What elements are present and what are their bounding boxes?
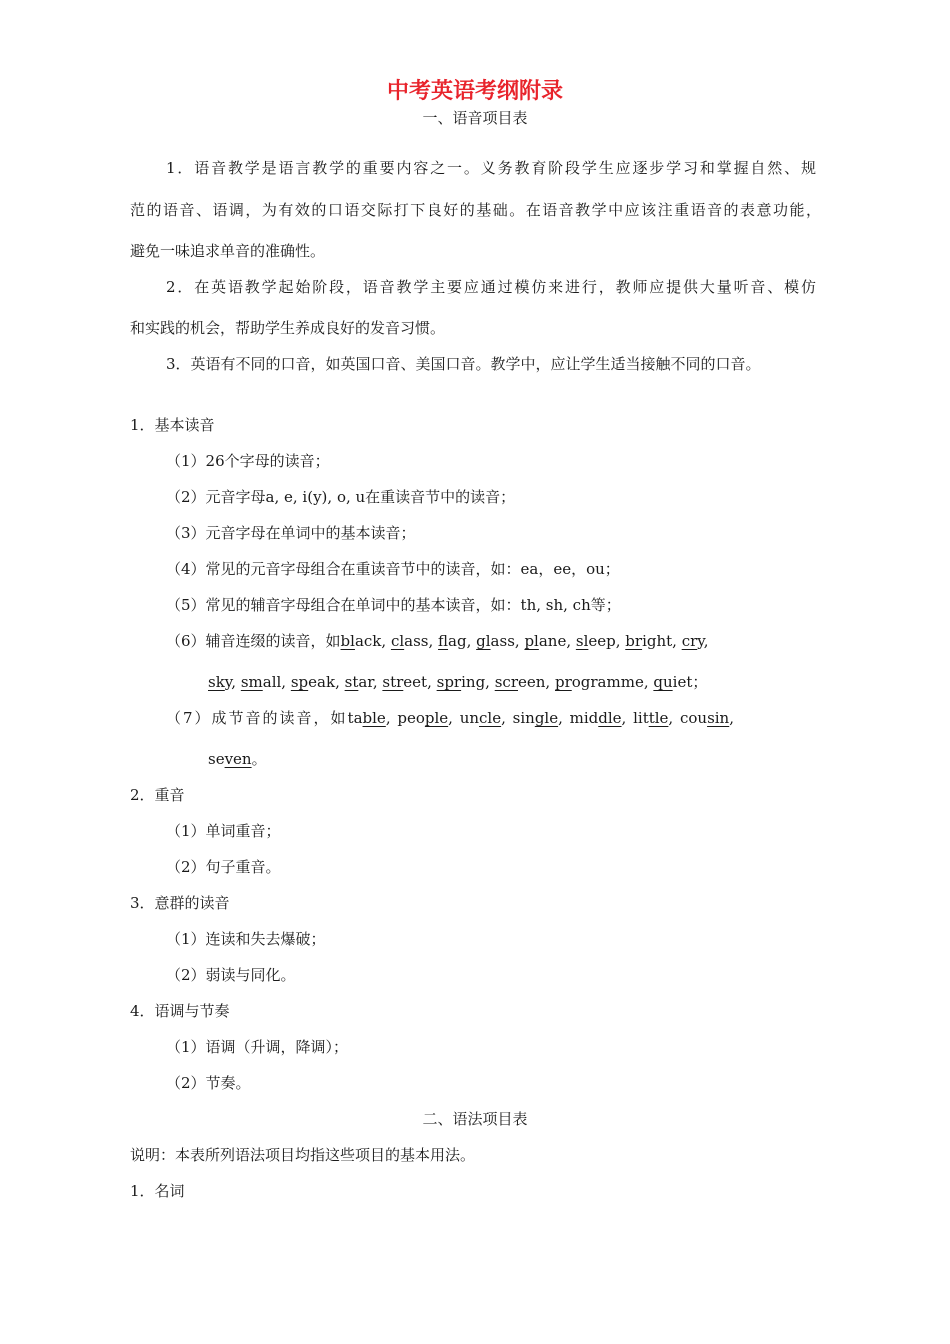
underlined-letters: br: [625, 632, 643, 650]
consonant-blends-line-1: [166, 631, 709, 651]
word-start: peo: [397, 709, 425, 727]
word-remainder: ane: [538, 632, 567, 650]
document-title: 中考英语考纲附录: [386, 79, 563, 104]
syllabic-sounds-line-2: seven。: [208, 750, 267, 768]
example-word: [625, 632, 672, 650]
word-start: sin: [512, 709, 535, 727]
underlined-letters: ven: [224, 750, 252, 768]
intro-paragraph-1-line-2: 范的语音、语调，为有效的口语交际打下良好的基础。在语音教学中应该注重语音的表意功能，: [130, 201, 821, 219]
word-remainder: een: [518, 673, 546, 691]
item-nouns: 1．名词: [130, 1182, 185, 1200]
example-word: [576, 632, 616, 650]
consonant-blends-prefix: （6）辅音连缀的读音，如: [166, 632, 341, 650]
word-remainder: ass: [404, 632, 429, 650]
example-word: [633, 709, 668, 727]
item-intonation-rhythm: 4．语调与节奏: [130, 1002, 230, 1020]
sub-item: （1）单词重音；: [166, 822, 281, 840]
consonant-blends-words: black, class, flag, glass, plane, sleep, bright, cry,: [340, 632, 709, 650]
word-start: cou: [679, 709, 708, 727]
underlined-letters: tle: [648, 709, 669, 727]
word-remainder: ag: [448, 632, 467, 650]
example-word: [348, 709, 386, 727]
underlined-letters: fl: [438, 632, 449, 650]
example-word: [513, 709, 558, 727]
example-word: [345, 673, 373, 691]
underlined-letters: sl: [575, 632, 589, 650]
word-remainder: ass: [490, 632, 515, 650]
underlined-letters: cl: [390, 632, 405, 650]
underlined-letters: pr: [554, 673, 572, 691]
example-word: [460, 709, 501, 727]
example-word: [570, 709, 622, 727]
sub-item: （1）语调（升调，降调）；: [166, 1038, 349, 1056]
item-stress: 2．重音: [130, 786, 185, 804]
sub-item: （1）26个字母的读音；: [166, 452, 330, 470]
sub-item: （1）连读和失去爆破；: [166, 930, 326, 948]
example-word: [391, 632, 429, 650]
word-remainder: ar: [358, 673, 373, 691]
sub-item: （2）弱读与同化。: [166, 966, 296, 984]
example-word: [680, 709, 729, 727]
word-start: ta: [347, 709, 363, 727]
example-word: [555, 673, 644, 691]
example-word: [382, 673, 427, 691]
word-remainder: eak: [308, 673, 336, 691]
syllabic-sounds-prefix: （7）成节音的读音，如: [166, 709, 348, 727]
underlined-letters: ple: [424, 709, 449, 727]
underlined-letters: sm: [240, 673, 263, 691]
intro-paragraph-3-line-1: 3．英语有不同的口音，如英国口音、美国口音。教学中，应让学生适当接触不同的口音。: [166, 355, 761, 373]
intro-paragraph-1-line-3: 避免一味追求单音的准确性。: [130, 242, 326, 260]
underlined-letters: sp: [290, 673, 309, 691]
example-word: [397, 709, 448, 727]
word-remainder: y: [697, 632, 704, 650]
sub-item: （5）常见的辅音字母组合在单词中的基本读音，如：th, sh, ch等；: [166, 596, 621, 614]
underlined-letters: str: [382, 673, 404, 691]
word-remainder: ight: [642, 632, 673, 650]
sub-item: （4）常见的元音字母组合在重读音节中的读音，如：ea，ee，ou；: [166, 560, 620, 578]
item-basic-pronunciation: 1．基本读音: [130, 416, 215, 434]
underlined-letters: dle: [598, 709, 622, 727]
underlined-letters: sk: [208, 673, 225, 691]
example-word: [682, 632, 704, 650]
syllabic-sounds-line-1: [166, 708, 734, 728]
underlined-letters: cle: [479, 709, 502, 727]
intro-paragraph-2-line-2: 和实践的机会，帮助学生养成良好的发音习惯。: [130, 319, 446, 337]
underlined-letters: pl: [524, 632, 539, 650]
underlined-letters: gl: [476, 632, 491, 650]
sub-item: （3）元音字母在单词中的基本读音；: [166, 524, 416, 542]
intro-paragraph-1-line-1: 1．语音教学是语言教学的重要内容之一。义务教育阶段学生应逐步学习和掌握自然、规: [166, 159, 816, 177]
word-remainder: ing: [461, 673, 486, 691]
example-word: [208, 750, 252, 768]
word-remainder: y: [224, 673, 232, 691]
example-word: [291, 673, 335, 691]
word-remainder: ogramme: [571, 673, 644, 691]
example-word: [653, 673, 692, 691]
word-start: un: [459, 709, 480, 727]
underlined-letters: st: [344, 673, 359, 691]
sub-item: （2）节奏。: [166, 1074, 251, 1092]
word-start: lit: [633, 709, 649, 727]
sub-item: （2）元音字母a, e, i(y), o, u在重读音节中的读音；: [166, 488, 516, 506]
consonant-blends-line-2: sky, small, speak, star, street, spring, screen, programme, quiet；: [208, 673, 708, 691]
example-word: [208, 673, 231, 691]
word-remainder: eep: [588, 632, 616, 650]
example-word: [495, 673, 546, 691]
example-word: [524, 632, 566, 650]
item-sense-group: 3．意群的读音: [130, 894, 230, 912]
underlined-letters: bl: [340, 632, 355, 650]
word-remainder: eet: [403, 673, 428, 691]
example-word: [476, 632, 515, 650]
intro-paragraph-2-line-1: 2．在英语教学起始阶段，语音教学主要应通过模仿来进行，教师应提供大量听音、模仿: [166, 278, 816, 296]
word-remainder: ack: [354, 632, 382, 650]
grammar-note: 说明：本表所列语法项目均指这些项目的基本用法。: [130, 1146, 476, 1164]
example-word: [341, 632, 382, 650]
word-remainder: iet: [672, 673, 693, 691]
syllabic-sounds-words: table, people, uncle, single, middle, little, cousin,: [347, 709, 734, 727]
underlined-letters: gle: [534, 709, 559, 727]
underlined-letters: qu: [653, 673, 673, 691]
underlined-letters: spr: [436, 673, 462, 691]
section-heading-phonetics: 一、语音项目表: [422, 109, 528, 127]
example-word: [241, 673, 281, 691]
example-word: [438, 632, 467, 650]
word-start: se: [208, 750, 225, 768]
underlined-letters: cr: [681, 632, 698, 650]
section-heading-grammar: 二、语法项目表: [422, 1110, 528, 1128]
word-remainder: all: [262, 673, 282, 691]
underlined-letters: scr: [494, 673, 518, 691]
word-start: mid: [569, 709, 599, 727]
underlined-letters: sin: [707, 709, 730, 727]
example-word: [437, 673, 486, 691]
sub-item: （2）句子重音。: [166, 858, 281, 876]
underlined-letters: ble: [362, 709, 386, 727]
